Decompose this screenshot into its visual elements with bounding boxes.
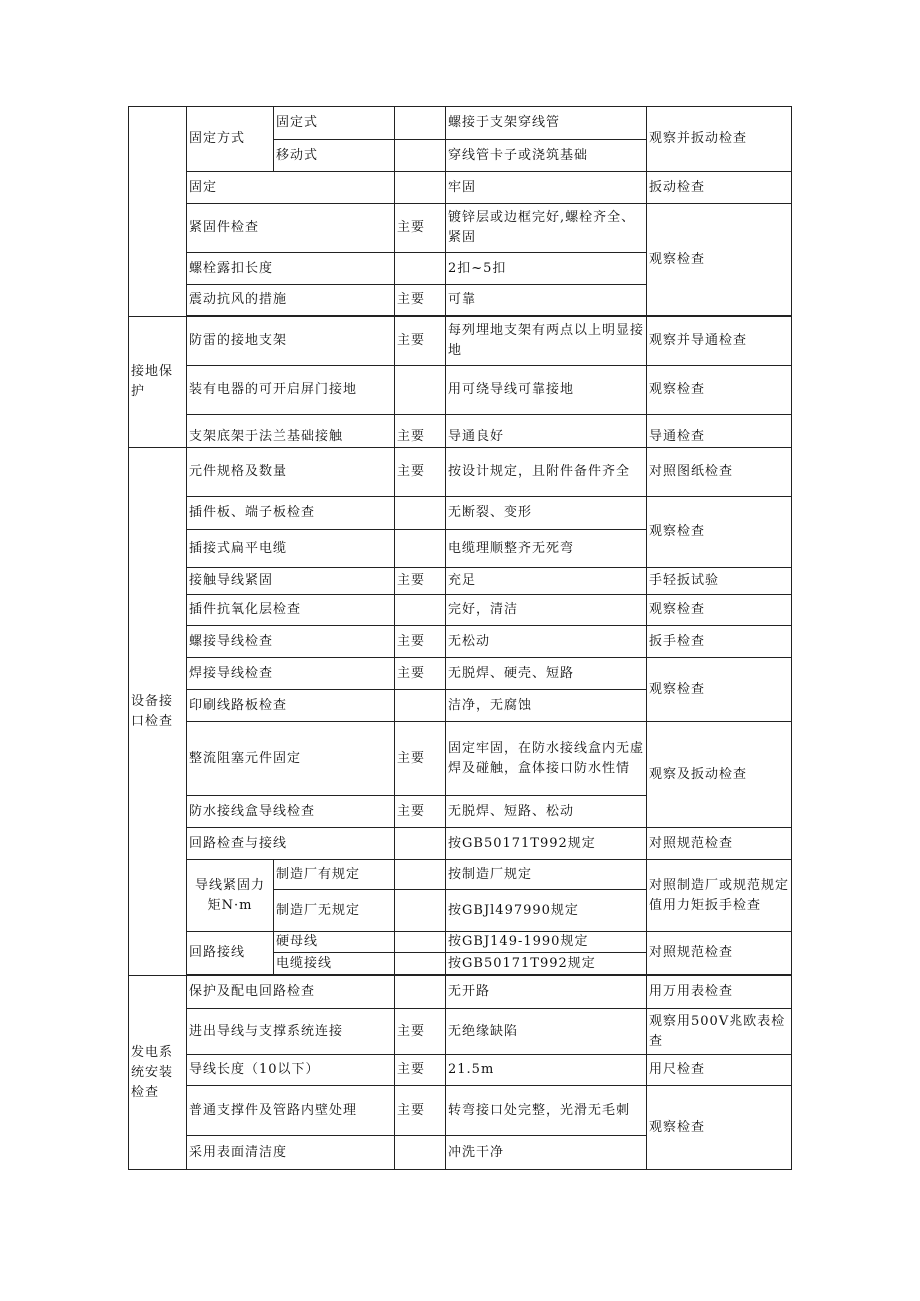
check-screw-wire: 扳手检查 — [647, 626, 792, 658]
item-in-out: 进出导线与支撑系统连接 — [187, 1009, 395, 1055]
item-plugin-board: 插件板、端子板检查 — [187, 497, 395, 530]
sub-cable-wiring: 电缆接线 — [274, 953, 395, 975]
level-wire-length: 主要 — [395, 1055, 446, 1086]
item-flat-cable: 插接式扁平电缆 — [187, 530, 395, 568]
level-contact-wire: 主要 — [395, 568, 446, 595]
check-door-ground: 观察检查 — [647, 366, 792, 415]
std-cable-wiring: 按GB50171T992规定 — [446, 953, 647, 975]
level-quake: 主要 — [395, 285, 446, 316]
check-torque: 对照制造厂或规范规定值用力矩扳手检查 — [647, 860, 792, 932]
level-bracket-base: 主要 — [395, 415, 446, 448]
check-fixing-method: 观察并扳动检查 — [647, 107, 792, 172]
std-hard-bus: 按GBJ149-1990规定 — [446, 932, 647, 953]
group-cell-3: 设备接口检查 — [129, 448, 187, 976]
level-waterproof: 主要 — [395, 796, 446, 828]
item-weld-wire: 焊接导线检查 — [187, 658, 395, 690]
item-loop-wiring: 回路接线 — [187, 932, 274, 975]
level-empty — [395, 953, 446, 975]
item-pcb: 印刷线路板检查 — [187, 690, 395, 722]
check-fixed: 扳动检查 — [647, 172, 792, 204]
std-door-ground: 用可绕导线可靠接地 — [446, 366, 647, 415]
std-weld-wire: 无脱焊、硬壳、短路 — [446, 658, 647, 690]
std-component-spec: 按设计规定，且附件备件齐全 — [446, 448, 647, 497]
std-contact-wire: 充足 — [446, 568, 647, 595]
std-torque-mfr-no: 按GBJl497990规定 — [446, 890, 647, 932]
level-in-out: 主要 — [395, 1009, 446, 1055]
item-fastener: 紧固件检查 — [187, 204, 395, 253]
item-protection: 保护及配电回路检查 — [187, 976, 395, 1009]
item-rectifier: 整流阻塞元件固定 — [187, 722, 395, 796]
item-bolt-length: 螺栓露扣长度 — [187, 253, 395, 285]
level-empty — [395, 595, 446, 626]
level-empty — [395, 497, 446, 530]
check-protection: 用万用表检查 — [647, 976, 792, 1009]
level-support: 主要 — [395, 1086, 446, 1136]
check-bracket-base: 导通检查 — [647, 415, 792, 448]
std-loop-check: 按GB50171T992规定 — [446, 828, 647, 860]
std-surface: 冲洗干净 — [446, 1136, 647, 1170]
item-wire-length: 导线长度（10以下） — [187, 1055, 395, 1086]
level-component-spec: 主要 — [395, 448, 446, 497]
std-fixed: 牢固 — [446, 172, 647, 204]
std-waterproof: 无脱焊、短路、松动 — [446, 796, 647, 828]
level-empty — [395, 253, 446, 285]
level-empty — [395, 932, 446, 953]
std-lightning: 每列埋地支架有两点以上明显接地 — [446, 317, 647, 366]
item-support: 普通支撑件及管路内壁处理 — [187, 1086, 395, 1136]
item-loop-check: 回路检查与接线 — [187, 828, 395, 860]
check-lightning: 观察并导通检查 — [647, 317, 792, 366]
level-empty — [395, 890, 446, 932]
level-empty — [395, 172, 446, 204]
level-empty — [395, 690, 446, 722]
std-wire-length: 21.5m — [446, 1055, 647, 1086]
check-oxidation: 观察检查 — [647, 595, 792, 626]
item-door-ground: 装有电器的可开启屏门接地 — [187, 366, 395, 415]
sub-mobile-type: 移动式 — [274, 140, 395, 172]
check-component-spec: 对照图纸检查 — [647, 448, 792, 497]
level-empty — [395, 140, 446, 172]
item-lightning: 防雷的接地支架 — [187, 317, 395, 366]
check-wire-length: 用尺检查 — [647, 1055, 792, 1086]
item-screw-wire: 螺接导线检查 — [187, 626, 395, 658]
check-observe-4: 观察检查 — [647, 1086, 792, 1170]
std-support: 转弯接口处完整，光滑无毛刺 — [446, 1086, 647, 1136]
check-observe-2: 观察检查 — [647, 497, 792, 568]
std-pcb: 洁净，无腐蚀 — [446, 690, 647, 722]
level-empty — [395, 860, 446, 890]
item-component-spec: 元件规格及数量 — [187, 448, 395, 497]
std-quake: 可靠 — [446, 285, 647, 316]
sub-torque-mfr-no: 制造厂无规定 — [274, 890, 395, 932]
std-rectifier: 固定牢固，在防水接线盒内无虚焊及碰触，盒体接口防水性情 — [446, 722, 647, 796]
group-cell-2: 接地保护 — [129, 317, 187, 448]
item-fixing-method: 固定方式 — [187, 107, 274, 172]
check-rectifier: 观察及扳动检查 — [647, 722, 792, 828]
item-quake: 震动抗风的措施 — [187, 285, 395, 316]
group-cell-1 — [129, 107, 187, 317]
level-weld-wire: 主要 — [395, 658, 446, 690]
item-torque: 导线紧固力矩N·m — [187, 860, 274, 932]
level-rectifier: 主要 — [395, 722, 446, 796]
group-cell-4: 发电系统安装检查 — [129, 976, 187, 1170]
check-observe-3: 观察检查 — [647, 658, 792, 722]
item-bracket-base: 支架底架于法兰基础接触 — [187, 415, 395, 448]
inspection-table — [128, 106, 792, 1170]
std-fastener: 镀锌层或边框完好,螺栓齐全、紧固 — [446, 204, 647, 253]
level-empty — [395, 1136, 446, 1170]
std-torque-mfr-yes: 按制造厂规定 — [446, 860, 647, 890]
level-empty — [395, 976, 446, 1009]
level-empty — [395, 530, 446, 568]
item-surface: 采用表面清洁度 — [187, 1136, 395, 1170]
level-empty — [395, 107, 446, 140]
item-waterproof: 防水接线盒导线检查 — [187, 796, 395, 828]
item-oxidation: 插件抗氧化层检查 — [187, 595, 395, 626]
sub-torque-mfr-yes: 制造厂有规定 — [274, 860, 395, 890]
check-observe-1: 观察检查 — [647, 204, 792, 316]
check-in-out: 观察用500V兆欧表检查 — [647, 1009, 792, 1055]
std-bracket-base: 导通良好 — [446, 415, 647, 448]
std-in-out: 无绝缘缺陷 — [446, 1009, 647, 1055]
std-bolt-length: 2扣~5扣 — [446, 253, 647, 285]
level-empty — [395, 366, 446, 415]
level-lightning: 主要 — [395, 317, 446, 366]
item-fixed: 固定 — [187, 172, 395, 204]
check-loop-check: 对照规范检查 — [647, 828, 792, 860]
item-contact-wire: 接触导线紧固 — [187, 568, 395, 595]
std-screw-wire: 无松动 — [446, 626, 647, 658]
std-protection: 无开路 — [446, 976, 647, 1009]
std-flat-cable: 电缆理顺整齐无死弯 — [446, 530, 647, 568]
check-contact-wire: 手轻扳试验 — [647, 568, 792, 595]
std-mobile-type: 穿线管卡子或浇筑基础 — [446, 140, 647, 172]
level-screw-wire: 主要 — [395, 626, 446, 658]
level-fastener: 主要 — [395, 204, 446, 253]
std-oxidation: 完好，清洁 — [446, 595, 647, 626]
check-loop-wiring: 对照规范检查 — [647, 932, 792, 975]
sub-fixed-type: 固定式 — [274, 107, 395, 140]
std-fixed-type: 螺接于支架穿线管 — [446, 107, 647, 140]
level-empty — [395, 828, 446, 860]
std-plugin-board: 无断裂、变形 — [446, 497, 647, 530]
sub-hard-bus: 硬母线 — [274, 932, 395, 953]
